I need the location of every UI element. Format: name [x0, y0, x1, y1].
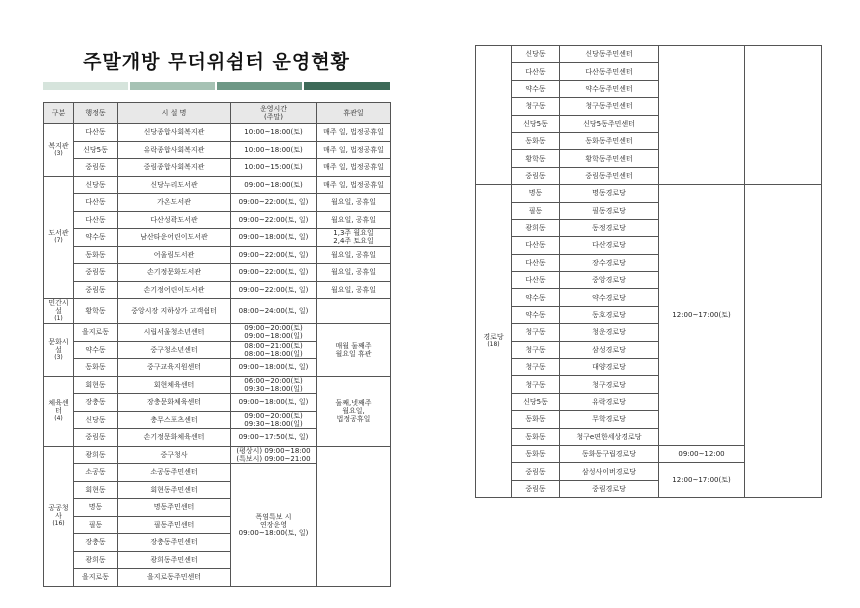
category-name: 체육센터: [48, 399, 69, 415]
closed-cell: 월요일, 공휴일: [317, 264, 391, 282]
facility-cell: 유락경로당: [560, 393, 659, 410]
closed-cell: 월요일, 공휴일: [317, 194, 391, 212]
title-bar-segment: [217, 82, 302, 90]
hours-cell: 09:00~22:00(토, 일): [231, 211, 317, 229]
page-left: [43, 44, 390, 584]
facility-cell: 회현동주민센터: [118, 481, 231, 499]
facility-cell: 유락종합사회복지관: [118, 141, 231, 159]
facility-cell: 중구교육지원센터: [118, 359, 231, 377]
facility-cell: 다산동주민센터: [560, 63, 659, 80]
facility-cell: 청구e편한세상경로당: [560, 428, 659, 445]
hours-cell: (평상시) 09:00~18:00 (특보시) 09:00~21:00: [231, 446, 317, 464]
title-bar-segment: [43, 82, 128, 90]
closed-cell: [317, 446, 391, 586]
table-row: [44, 124, 391, 142]
hours-cell: 09:00~18:00(토, 일): [231, 229, 317, 247]
closed-cell: 매주 일, 법정공휴일: [317, 159, 391, 177]
facility-cell: 소공동주민센터: [118, 464, 231, 482]
table-body: [44, 124, 391, 587]
closed-cell: 매월 둘째주 월요일 휴관: [317, 324, 391, 377]
hours-cell: 09:00~18:00(토, 일): [231, 394, 317, 412]
table-row: [44, 324, 391, 342]
header-category: 구분: [44, 103, 74, 124]
category-count: (3): [54, 149, 63, 157]
closed-cell: [745, 46, 822, 185]
hours-cell: 12:00~17:00(토): [659, 463, 745, 498]
dong-cell: 동화동: [512, 132, 560, 149]
header-hours: 운영시간 (주말): [231, 103, 317, 124]
title-bar-segment: [304, 82, 390, 90]
facility-cell: 약수경로당: [560, 289, 659, 306]
dong-cell: 청구동: [512, 324, 560, 341]
category-name: 경로당: [483, 333, 504, 342]
facility-cell: 동정경로당: [560, 219, 659, 236]
facility-cell: 동화동주민센터: [560, 132, 659, 149]
facility-cell: 손기정문화체육센터: [118, 429, 231, 447]
facility-cell: 청구동주민센터: [560, 98, 659, 115]
facility-cell: 시립서울청소년센터: [118, 324, 231, 342]
dong-cell: 광희동: [512, 219, 560, 236]
facility-cell: 다산경로당: [560, 237, 659, 254]
dong-cell: 황학동: [74, 299, 118, 324]
dong-cell: 중림동: [512, 463, 560, 480]
hours-cell: 09:00~20:00(토) 09:30~18:00(일): [231, 411, 317, 429]
table-body: [476, 46, 822, 498]
facility-cell: 청구경로당: [560, 376, 659, 393]
hours-cell: 09:00~18:00(토, 일): [231, 359, 317, 377]
table-row: [44, 376, 391, 394]
category-count: (18): [487, 341, 500, 349]
closed-cell: [745, 185, 822, 498]
closed-cell: [317, 299, 391, 324]
dong-cell: 다산동: [512, 254, 560, 271]
facility-cell: 장충동주민센터: [118, 534, 231, 552]
header-facility: 시 설 명: [118, 103, 231, 124]
category-cell: [44, 124, 74, 177]
facility-cell: 신당종합사회복지관: [118, 124, 231, 142]
dong-cell: 다산동: [512, 272, 560, 289]
header-closed: 휴관일: [317, 103, 391, 124]
hours-cell: 09:00~20:00(토) 09:00~18:00(일): [231, 324, 317, 342]
facility-cell: 가온도서관: [118, 194, 231, 212]
dong-cell: 신당5동: [512, 393, 560, 410]
table-row: [44, 446, 391, 464]
closed-cell: 매주 일, 법정공휴일: [317, 141, 391, 159]
table-row: [476, 46, 822, 63]
dong-cell: 장충동: [74, 394, 118, 412]
facility-cell: 어울림도서관: [118, 246, 231, 264]
category-count: (1): [54, 315, 63, 322]
hours-cell: 08:00~24:00(토, 일): [231, 299, 317, 324]
closed-cell: 둘째,넷째주 월요일, 법정공휴일: [317, 376, 391, 446]
facility-cell: 대양경로당: [560, 359, 659, 376]
dong-cell: 회현동: [74, 376, 118, 394]
dong-cell: 신당동: [512, 46, 560, 63]
facility-cell: 삼성사이버경로당: [560, 463, 659, 480]
closed-cell: 매주 일, 법정공휴일: [317, 176, 391, 194]
facility-cell: 중구청사: [118, 446, 231, 464]
table-row: [44, 176, 391, 194]
dong-cell: 중림동: [512, 167, 560, 184]
dong-cell: 약수동: [74, 341, 118, 359]
facility-cell: 필동주민센터: [118, 516, 231, 534]
dong-cell: 중림동: [74, 429, 118, 447]
dong-cell: 다산동: [512, 63, 560, 80]
category-name: 공공청사: [48, 504, 69, 520]
dong-cell: 신당동: [74, 411, 118, 429]
dong-cell: 신당5동: [512, 115, 560, 132]
dong-cell: 장충동: [74, 534, 118, 552]
category-cell: [44, 376, 74, 446]
closed-cell: 매주 일, 법정공휴일: [317, 124, 391, 142]
closed-cell: 1,3주 월요일 2,4주 토요일: [317, 229, 391, 247]
facility-cell: 무학경로당: [560, 411, 659, 428]
header-dong: 행정동: [74, 103, 118, 124]
dong-cell: 청구동: [512, 359, 560, 376]
dong-cell: 다산동: [74, 194, 118, 212]
dong-cell: 명동: [74, 499, 118, 517]
facility-cell: 회현체육센터: [118, 376, 231, 394]
dong-cell: 청구동: [512, 341, 560, 358]
facility-cell: 중앙경로당: [560, 272, 659, 289]
facility-cell: 중림동주민센터: [560, 167, 659, 184]
dong-cell: 중림동: [74, 264, 118, 282]
category-count: (3): [54, 353, 63, 361]
table-row: [44, 229, 391, 247]
facility-cell: 신당5동주민센터: [560, 115, 659, 132]
facility-cell: 필동경로당: [560, 202, 659, 219]
facility-cell: 손기정어린이도서관: [118, 281, 231, 299]
table-row: [44, 211, 391, 229]
facility-cell: 약수동주민센터: [560, 80, 659, 97]
dong-cell: 회현동: [74, 481, 118, 499]
table-row: [476, 185, 822, 202]
hours-cell: 10:00~18:00(토): [231, 141, 317, 159]
facility-cell: 명동주민센터: [118, 499, 231, 517]
facility-cell: 을지로동주민센터: [118, 569, 231, 587]
facility-cell: 명동경로당: [560, 185, 659, 202]
facility-cell: 다산성곽도서관: [118, 211, 231, 229]
dong-cell: 광희동: [74, 551, 118, 569]
facility-cell: 동호경로당: [560, 306, 659, 323]
dong-cell: 다산동: [512, 237, 560, 254]
dong-cell: 황학동: [512, 150, 560, 167]
dong-cell: 을지로동: [74, 324, 118, 342]
dong-cell: 동화동: [74, 246, 118, 264]
category-cell: [44, 176, 74, 299]
category-count: (4): [54, 415, 63, 422]
page-right: [475, 45, 821, 493]
facility-cell: 신당누리도서관: [118, 176, 231, 194]
hours-cell: 08:00~21:00(토) 08:00~18:00(일): [231, 341, 317, 359]
dong-cell: 동화동: [512, 445, 560, 462]
dong-cell: 청구동: [512, 376, 560, 393]
dong-cell: 을지로동: [74, 569, 118, 587]
table-row: [44, 299, 391, 324]
dong-cell: 신당동: [74, 176, 118, 194]
facility-cell: 중림경로당: [560, 480, 659, 497]
category-count: (7): [54, 237, 63, 245]
table-row: [44, 264, 391, 282]
category-cell: [44, 446, 74, 586]
hours-cell: 09:00~12:00: [659, 445, 745, 462]
dong-cell: 청구동: [512, 98, 560, 115]
category-name: 복지관: [48, 141, 69, 150]
category-count: (16): [52, 520, 65, 527]
hours-cell: 10:00~18:00(토): [231, 124, 317, 142]
dong-cell: 약수동: [74, 229, 118, 247]
facility-cell: 장수경로당: [560, 254, 659, 271]
closed-cell: 월요일, 공휴일: [317, 246, 391, 264]
hours-cell: 09:00~18:00(토): [231, 176, 317, 194]
table-row: [44, 194, 391, 212]
dong-cell: 광희동: [74, 446, 118, 464]
facility-cell: 충무스포츠센터: [118, 411, 231, 429]
title-bar-segment: [130, 82, 215, 90]
category-cell: [476, 185, 512, 498]
closed-cell: 월요일, 공휴일: [317, 211, 391, 229]
dong-cell: 소공동: [74, 464, 118, 482]
facility-cell: 장충문화체육센터: [118, 394, 231, 412]
dong-cell: 필동: [74, 516, 118, 534]
category-name: 도서관: [48, 229, 69, 238]
dong-cell: 다산동: [74, 211, 118, 229]
hours-cell: 09:00~22:00(토, 일): [231, 194, 317, 212]
dong-cell: 중림동: [74, 159, 118, 177]
shelter-table-continued: [475, 45, 822, 498]
dong-cell: 동화동: [512, 411, 560, 428]
category-name: 민간시설: [48, 299, 69, 315]
dong-cell: 다산동: [74, 124, 118, 142]
facility-cell: 신당동주민센터: [560, 46, 659, 63]
dong-cell: 명동: [512, 185, 560, 202]
facility-cell: 중림종합사회복지관: [118, 159, 231, 177]
hours-cell: 09:00~17:50(토, 일): [231, 429, 317, 447]
dong-cell: 신당5동: [74, 141, 118, 159]
facility-cell: 동화동구립경로당: [560, 445, 659, 462]
dong-cell: 필동: [512, 202, 560, 219]
dong-cell: 약수동: [512, 306, 560, 323]
dong-cell: 약수동: [512, 289, 560, 306]
facility-cell: 남산타운어린이도서관: [118, 229, 231, 247]
hours-cell: 09:00~22:00(토, 일): [231, 264, 317, 282]
hours-cell: 09:00~22:00(토, 일): [231, 246, 317, 264]
category-cell: [44, 299, 74, 324]
category-cell: [476, 46, 512, 185]
dong-cell: 중림동: [512, 480, 560, 497]
table-row: [44, 281, 391, 299]
facility-cell: 광희동주민센터: [118, 551, 231, 569]
category-cell: [44, 324, 74, 377]
facility-cell: 중구청소년센터: [118, 341, 231, 359]
facility-cell: 중앙시장 지하상가 고객쉼터: [118, 299, 231, 324]
table-row: [44, 246, 391, 264]
hours-cell: 06:00~20:00(토) 09:30~18:00(일): [231, 376, 317, 394]
page-title: 주말개방 무더위쉼터 운영현황: [83, 51, 350, 73]
hours-cell: 폭염특보 시 연장운영 09:00~18:00(토, 일): [231, 464, 317, 587]
table-row: [44, 141, 391, 159]
dong-cell: 동화동: [74, 359, 118, 377]
closed-cell: 월요일, 공휴일: [317, 281, 391, 299]
dong-cell: 약수동: [512, 80, 560, 97]
table-row: [44, 159, 391, 177]
hours-cell: 09:00~22:00(토, 일): [231, 281, 317, 299]
shelter-table: [43, 102, 391, 587]
facility-cell: 손기정문화도서관: [118, 264, 231, 282]
facility-cell: 황학동주민센터: [560, 150, 659, 167]
category-name: 문화시설: [48, 337, 69, 354]
hours-cell: 12:00~17:00(토): [659, 185, 745, 446]
dong-cell: 중림동: [74, 281, 118, 299]
hours-cell: [659, 46, 745, 185]
table-header-row: [44, 103, 391, 124]
facility-cell: 청운경로당: [560, 324, 659, 341]
hours-cell: 10:00~15:00(토): [231, 159, 317, 177]
dong-cell: 동화동: [512, 428, 560, 445]
facility-cell: 삼성경로당: [560, 341, 659, 358]
